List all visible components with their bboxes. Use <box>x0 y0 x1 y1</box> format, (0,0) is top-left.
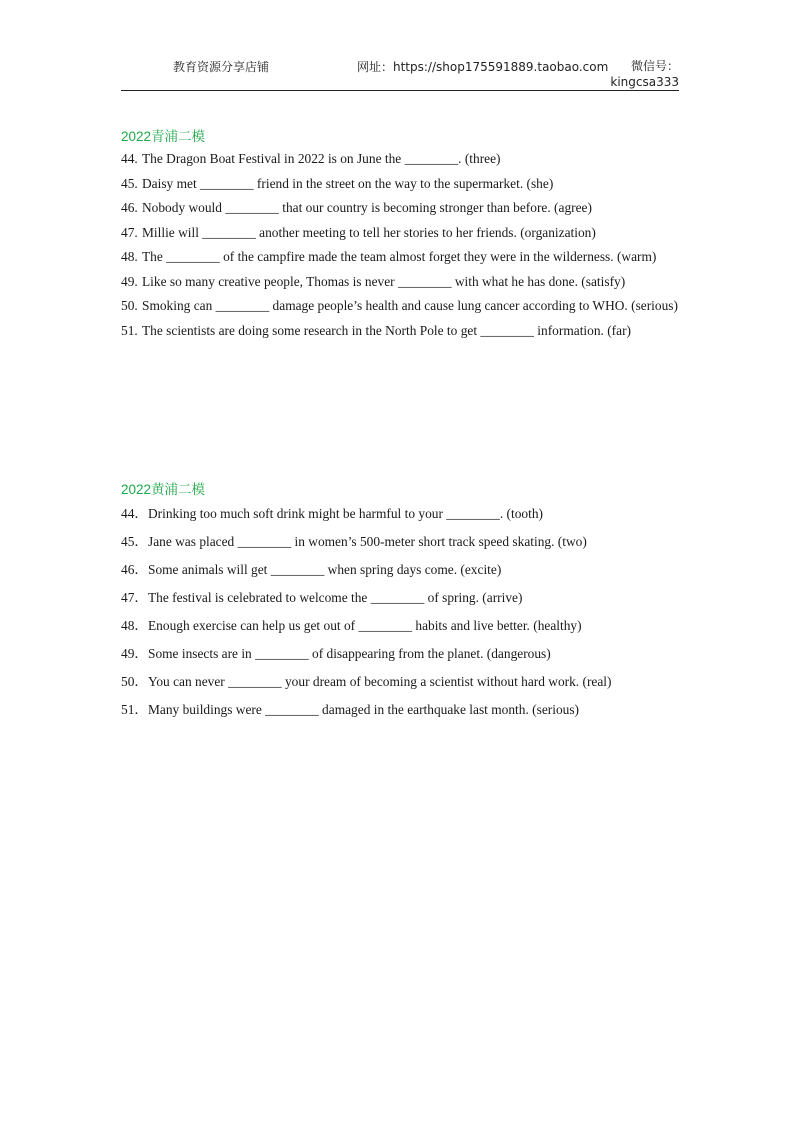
question-item <box>121 500 679 528</box>
wechat-info <box>610 58 679 90</box>
question-text: The ________ of the campfire made the team almost forget they were in the wilderness. (warm) <box>142 249 657 264</box>
question-number: 51. <box>121 322 138 338</box>
question-number: 50. <box>121 298 138 313</box>
question-number: 48. <box>121 249 138 264</box>
question-text: Smoking can ________ damage people’s health and cause lung cancer according to WHO. (serious) <box>142 298 678 313</box>
question-text: Some insects are in ________ of disappearing from the planet. (dangerous) <box>148 646 551 661</box>
wechat-id: kingcsa333 <box>610 75 679 89</box>
question-number: 46. <box>121 200 138 215</box>
shop-name: 教育资源分享店铺 <box>173 60 270 74</box>
question-item <box>121 245 679 270</box>
question-item <box>121 147 679 172</box>
question-number: 50． <box>121 674 148 689</box>
question-text: Jane was placed ________ in women’s 500-meter short track speed skating. (two) <box>148 534 587 549</box>
question-item <box>121 172 679 197</box>
question-text: Enough exercise can help us get out of ________ habits and live better. (healthy) <box>148 618 582 633</box>
question-item <box>121 319 679 344</box>
section-title-qingpu: 2022青浦二模 <box>121 129 206 144</box>
question-number: 44. <box>121 151 138 166</box>
question-item <box>121 270 679 295</box>
question-number: 49． <box>121 646 148 661</box>
question-text: You can never ________ your dream of becoming a scientist without hard work. (real) <box>148 674 612 689</box>
question-item <box>121 528 679 556</box>
question-text: The festival is celebrated to welcome the ________ of spring. (arrive) <box>148 590 523 605</box>
question-text: Drinking too much soft drink might be harmful to your ________. (tooth) <box>148 506 543 521</box>
question-number: 47． <box>121 590 148 605</box>
question-number: 45． <box>121 534 148 549</box>
question-item <box>121 196 679 221</box>
page-header <box>121 0 679 91</box>
question-text: Like so many creative people, Thomas is never ________ with what he has done. (satisfy) <box>142 273 626 289</box>
question-text: The Dragon Boat Festival in 2022 is on June the ________. (three) <box>142 151 501 166</box>
question-text: Some animals will get ________ when spring days come. (excite) <box>148 562 502 577</box>
question-number: 51． <box>121 702 148 717</box>
question-number: 47. <box>121 224 138 240</box>
question-number: 44． <box>121 506 148 521</box>
website-url: 网址：https://shop175591889.taobao.com <box>357 60 609 74</box>
question-text: Millie will ________ another meeting to tell her stories to her friends. (organization) <box>142 224 596 240</box>
question-text: The scientists are doing some research in the North Pole to get ________ information. (far) <box>142 322 632 338</box>
question-item <box>121 640 679 668</box>
question-item <box>121 584 679 612</box>
question-item <box>121 612 679 640</box>
question-item <box>121 221 679 246</box>
question-text: Daisy met ________ friend in the street on the way to the supermarket. (she) <box>142 175 554 191</box>
question-number: 48． <box>121 618 148 633</box>
question-item <box>121 556 679 584</box>
question-number: 45. <box>121 175 138 191</box>
question-item <box>121 696 679 724</box>
question-item <box>121 294 679 319</box>
question-text: Many buildings were ________ damaged in the earthquake last month. (serious) <box>148 702 580 717</box>
question-list-huangpu <box>121 500 679 724</box>
question-item <box>121 668 679 696</box>
question-text: Nobody would ________ that our country is becoming stronger than before. (agree) <box>142 200 592 215</box>
question-number: 46． <box>121 562 148 577</box>
question-number: 49. <box>121 273 138 289</box>
section-title-huangpu: 2022黄浦二模 <box>121 482 206 497</box>
wechat-label: 微信号： <box>630 59 679 73</box>
question-list-qingpu <box>121 147 679 343</box>
